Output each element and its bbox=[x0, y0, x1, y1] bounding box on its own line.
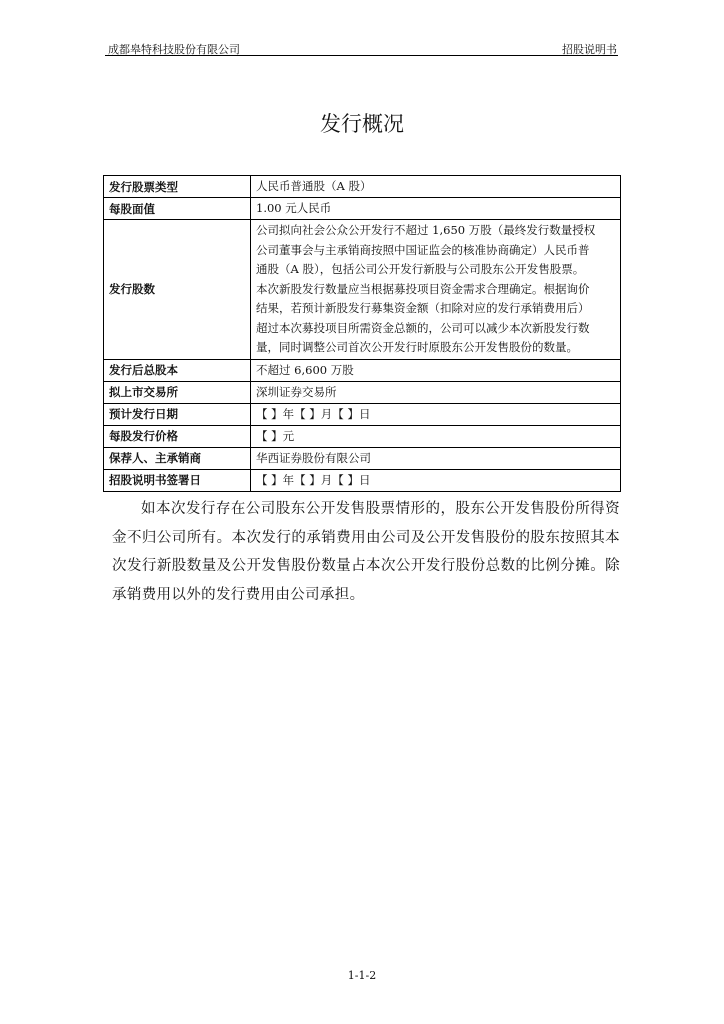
table-row bbox=[104, 220, 621, 360]
table-row bbox=[104, 469, 621, 491]
header-document-type: 招股说明书 bbox=[562, 43, 617, 56]
offering-summary-table bbox=[103, 175, 621, 492]
row-label-exchange: 拟上市交易所 bbox=[104, 381, 251, 403]
page-title: 发行概况 bbox=[320, 112, 404, 136]
row-label-underwriter: 保荐人、主承销商 bbox=[104, 447, 251, 469]
text-line: 公司董事会与主承销商按照中国证监会的核准协商确定）人民币普 bbox=[256, 242, 590, 257]
table-row bbox=[104, 447, 621, 469]
row-value-par-value: 1.00 元人民币 bbox=[251, 198, 621, 220]
table-row bbox=[104, 381, 621, 403]
row-value-signing-date: 【 】年【 】月【 】日 bbox=[251, 469, 621, 491]
table-row bbox=[104, 403, 621, 425]
table-row bbox=[104, 176, 621, 198]
row-label-issue-price: 每股发行价格 bbox=[104, 425, 251, 447]
row-label-shares-offered: 发行股数 bbox=[104, 220, 251, 360]
table-row bbox=[104, 198, 621, 220]
row-value-total-shares: 不超过 6,600 万股 bbox=[251, 359, 621, 381]
row-value-issue-date: 【 】年【 】月【 】日 bbox=[251, 403, 621, 425]
row-value-underwriter: 华西证券股份有限公司 bbox=[251, 447, 621, 469]
text-line: 通股（A 股），包括公司公开发行新股与公司股东公开发售股票。 bbox=[256, 262, 585, 276]
text-line: 本次新股发行数量应当根据募投项目资金需求合理确定。根据询价 bbox=[256, 281, 590, 296]
row-label-par-value: 每股面值 bbox=[104, 198, 251, 220]
row-label-signing-date: 招股说明书签署日 bbox=[104, 469, 251, 491]
table-row bbox=[104, 425, 621, 447]
text-line: 量，同时调整公司首次公开发行时原股东公开发售股份的数量。 bbox=[256, 340, 578, 354]
row-value-issue-price: 【 】元 bbox=[251, 425, 621, 447]
row-value-stock-type: 人民币普通股（A 股） bbox=[251, 176, 621, 198]
row-value-shares-offered bbox=[251, 220, 621, 360]
row-label-total-shares: 发行后总股本 bbox=[104, 359, 251, 381]
header-divider bbox=[105, 55, 618, 56]
page-number: 1-1-2 bbox=[347, 969, 377, 982]
text-line: 超过本次募投项目所需资金总额的，公司可以减少本次新股发行数 bbox=[256, 320, 590, 335]
row-label-issue-date: 预计发行日期 bbox=[104, 403, 251, 425]
text-line: 结果，若预计新股发行募集资金额（扣除对应的发行承销费用后） bbox=[256, 301, 590, 315]
row-label-stock-type: 发行股票类型 bbox=[104, 176, 251, 198]
text-line: 公司拟向社会公众公开发行不超过 1,650 万股（最终发行数量授权 bbox=[256, 223, 596, 237]
row-value-exchange: 深圳证券交易所 bbox=[251, 381, 621, 403]
fee-allocation-note: 如本次发行存在公司股东公开发售股票情形的，股东公开发售股份所得资金不归公司所有。本次发行的承销费用由公司及公开发售股份的股东按照其本次发行新股数量及公开发售股份数量占本次公开发行股份总数的比例分摊。除承销费用以外的发行费用由公司承担。 bbox=[112, 501, 620, 603]
header-company-name: 成都皋特科技股份有限公司 bbox=[108, 43, 240, 56]
table-row bbox=[104, 359, 621, 381]
